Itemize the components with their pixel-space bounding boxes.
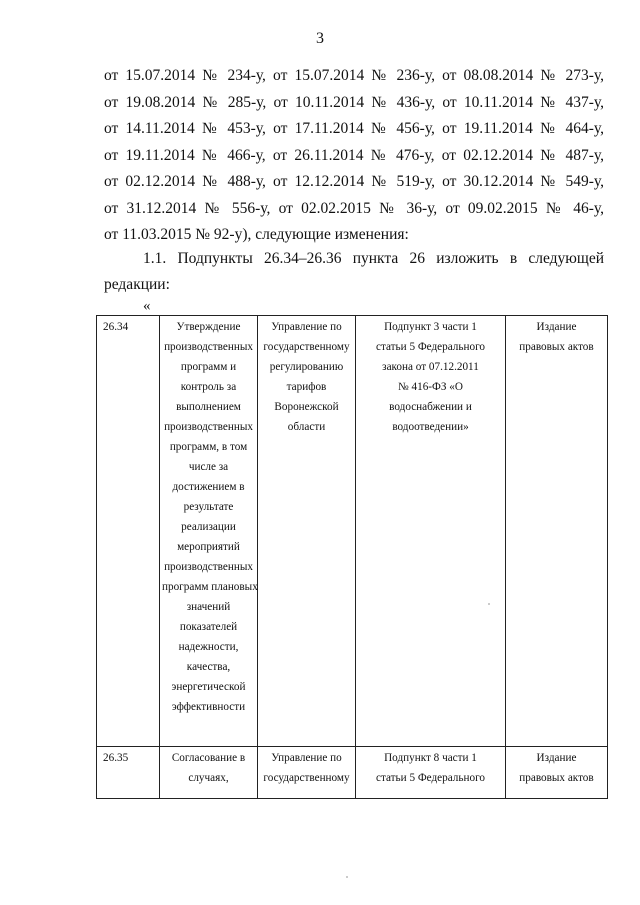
cell-text-line: Издание — [536, 752, 577, 764]
cell-executor — [258, 747, 356, 799]
cell-text-line: качества, — [186, 661, 231, 673]
cell-text-line: показателей — [179, 621, 238, 633]
cell-item-number: 26.34 — [97, 316, 160, 747]
cell-text-line: Подпункт 3 части 1 — [384, 321, 477, 333]
cell-text-line: области — [287, 421, 326, 433]
cell-text-line: производственных — [164, 341, 253, 353]
cell-text-line: Воронежской — [274, 401, 339, 413]
table-row — [97, 316, 608, 747]
functions-table — [96, 315, 608, 799]
cell-text-line: числе за — [188, 461, 229, 473]
page-number: 3 — [316, 30, 324, 47]
cell-basis — [356, 316, 506, 747]
paragraph-line: от 14.11.2014 № 453-у, от 17.11.2014 № 456-у, от 19.11.2014 № 464-у, — [104, 120, 604, 137]
cell-basis — [356, 747, 506, 799]
cell-text-line: Утверждение — [176, 321, 241, 333]
cell-text-line: реализации — [181, 521, 236, 533]
paragraph-last-line: от 11.03.2015 № 92-у), следующие изменения: — [104, 226, 409, 243]
cell-text-line: № 416-ФЗ «О — [398, 381, 463, 393]
cell-text-line: программ и — [180, 361, 237, 373]
scan-dot — [488, 603, 490, 605]
paragraph-line: от 31.12.2014 № 556-у, от 02.02.2015 № 36-у, от 09.02.2015 № 46-у, — [104, 199, 604, 217]
cell-text-line: значений — [186, 601, 231, 613]
cell-text-line: водоснабжении и — [389, 401, 472, 413]
cell-text-line: государственному — [263, 772, 350, 784]
cell-text-line: Управление по — [271, 752, 342, 764]
cell-text-line: водоотведении» — [392, 421, 469, 433]
cell-text-line: программ, в том — [169, 441, 248, 453]
cell-text-line: закона от 07.12.2011 — [382, 361, 479, 373]
paragraph-line: от 15.07.2014 № 234-у, от 15.07.2014 № 236-у, от 08.08.2014 № 273-у, — [104, 67, 604, 84]
cell-text-line: результате — [183, 501, 234, 513]
cell-function — [160, 316, 258, 747]
open-quote: « — [143, 298, 151, 314]
paragraph-line: от 02.12.2014 № 488-у, от 12.12.2014 № 519-у, от 30.12.2014 № 549-у, — [104, 173, 604, 190]
cell-text-line: производственных — [164, 561, 253, 573]
cell-text-line: правовых актов — [519, 341, 594, 353]
cell-text-line: достижением в — [172, 481, 245, 493]
cell-text-line: надежности, — [178, 641, 239, 653]
item-1-1-line1: 1.1. Подпункты 26.34–26.36 пункта 26 изложить в следующей — [143, 250, 604, 267]
cell-text-line: мероприятий — [177, 541, 240, 553]
cell-text-line: эффективности — [171, 701, 246, 713]
cell-text-line: производственных — [164, 421, 253, 433]
cell-item-number: 26.35 — [97, 747, 160, 799]
paragraph-line: от 19.11.2014 № 466-у, от 26.11.2014 № 476-у, от 02.12.2014 № 487-у, — [104, 146, 604, 164]
cell-text-line: Подпункт 8 части 1 — [384, 752, 477, 764]
cell-text-line: выполнением — [176, 401, 241, 413]
cell-text-line: контроль за — [180, 381, 237, 393]
cell-text-line: регулированию — [269, 361, 344, 373]
cell-text-line: тарифов — [286, 381, 327, 393]
paragraph-line: от 19.08.2014 № 285-у, от 10.11.2014 № 436-у, от 10.11.2014 № 437-у, — [104, 93, 604, 111]
scan-dot — [346, 876, 348, 878]
cell-function — [160, 747, 258, 799]
cell-text-line: энергетической — [171, 681, 246, 693]
cell-text-line: Управление по — [271, 321, 342, 333]
cell-text-line: правовых актов — [519, 772, 594, 784]
cell-text-line: статьи 5 Федерального — [376, 341, 485, 353]
cell-text-line: случаях, — [188, 772, 229, 784]
cell-text-line: Согласование в — [171, 752, 246, 764]
cell-text-line: программ плановых — [162, 581, 258, 593]
cell-form — [506, 316, 608, 747]
cell-text-line: статьи 5 Федерального — [376, 772, 485, 784]
cell-text-line: Издание — [536, 321, 577, 333]
cell-text-line: государственному — [263, 341, 350, 353]
cell-executor — [258, 316, 356, 747]
item-1-1-line2: редакции: — [104, 276, 170, 293]
table-row — [97, 747, 608, 799]
cell-form — [506, 747, 608, 799]
